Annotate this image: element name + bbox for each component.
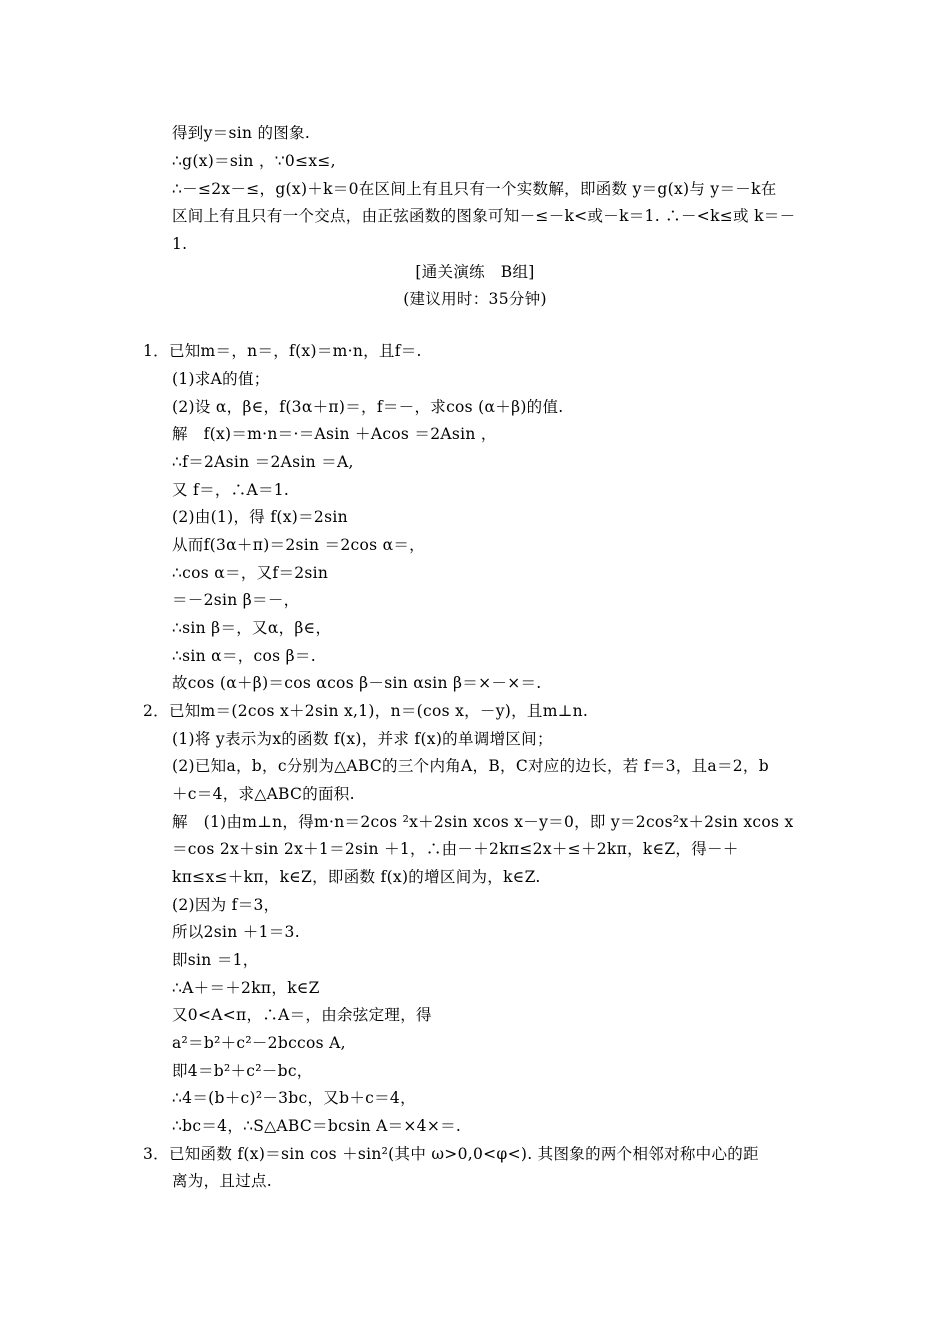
problem-1-line: ∴sin α＝，cos β＝. — [172, 647, 316, 665]
intro-line-3: ∴－≤2x－≤，g(x)＋k＝0在区间上有且只有一个实数解，即函数 y＝g(x)与 y＝－k在 — [172, 180, 777, 198]
problem-2-line: 即sin ＝1， — [172, 951, 259, 969]
problem-2-line: 即4＝b²＋c²－bc， — [172, 1062, 313, 1080]
intro-line-1: 得到y＝sin 的图象. — [172, 124, 311, 142]
problem-1-line: 故cos (α＋β)＝cos αcos β－sin αsin β＝×－×＝. — [172, 674, 542, 692]
problem-2-statement: 2．已知m＝(2cos x＋2sin x,1)，n＝(cos x，－y)，且m⊥n. — [143, 702, 589, 720]
problem-2-line: 所以2sin ＋1＝3. — [172, 923, 300, 941]
problem-1-line: ∴f＝2Asin ＝2Asin ＝A, — [172, 453, 354, 471]
problem-1-line: ∴cos α＝，又f＝2sin — [172, 564, 329, 582]
problem-1-line: 从而f(3α＋π)＝2sin ＝2cos α＝， — [172, 536, 425, 554]
section-heading: [通关演练 B组] — [415, 263, 535, 281]
problem-2-line: ∴A＋＝＋2kπ，k∈Z — [172, 979, 320, 997]
problem-1-solution: 解 f(x)＝m·n＝·＝Asin ＋Acos ＝2Asin ， — [172, 425, 497, 443]
intro-line-4: 区间上有且只有一个交点，由正弦函数的图象可知－≤－k<或－k＝1. ∴－<k≤或 k＝－ — [172, 207, 796, 225]
problem-1-line: 又 f＝，∴A＝1. — [172, 481, 290, 499]
problem-2-line: ＋c＝4，求△ABC的面积. — [172, 785, 355, 803]
problem-1-line: (2)由(1)，得 f(x)＝2sin — [172, 508, 348, 526]
suggested-time: (建议用时：35分钟) — [403, 290, 547, 308]
problem-1-statement: 1．已知m＝，n＝，f(x)＝m·n，且f＝. — [143, 342, 422, 360]
problem-1-line: ＝－2sin β＝－， — [172, 591, 300, 609]
problem-1-line: (2)设 α，β∈，f(3α＋π)＝，f＝－，求cos (α＋β)的值. — [172, 398, 564, 416]
problem-2-line: ＝cos 2x＋sin 2x＋1＝2sin ＋1，∴由－＋2kπ≤2x＋≤＋2kπ，k∈Z，得－＋ — [172, 840, 739, 858]
intro-line-5: 1. — [172, 235, 188, 253]
intro-line-2: ∴g(x)＝sin ，∵0≤x≤, — [172, 152, 336, 170]
problem-1-line: ∴sin β＝，又α，β∈， — [172, 619, 332, 637]
problem-2-line: (1)将 y表示为x的函数 f(x)，并求 f(x)的单调增区间； — [172, 730, 553, 748]
problem-2-line: 又0<A<π，∴A＝，由余弦定理，得 — [172, 1006, 432, 1024]
problem-2-line: ∴bc＝4，∴S△ABC＝bcsin A＝×4×＝. — [172, 1117, 462, 1135]
problem-2-solution: 解 (1)由m⊥n，得m·n＝2cos ²x＋2sin xcos x－y＝0，即 y＝2cos²x＋2sin xcos x — [172, 813, 794, 831]
problem-2-line: ∴4＝(b＋c)²－3bc，又b＋c＝4， — [172, 1089, 416, 1107]
problem-2-line: a²＝b²＋c²－2bccos A, — [172, 1034, 346, 1052]
problem-2-line: (2)已知a，b，c分别为△ABC的三个内角A，B，C对应的边长，若 f＝3，且a＝2，b — [172, 757, 769, 775]
problem-3-statement: 3．已知函数 f(x)＝sin cos ＋sin²(其中 ω>0,0<φ<). 其图象的两个相邻对称中心的距 — [143, 1145, 759, 1163]
problem-2-line: (2)因为 f＝3， — [172, 896, 280, 914]
problem-3-line: 离为，且过点. — [172, 1172, 273, 1190]
problem-1-line: (1)求A的值； — [172, 370, 270, 388]
problem-2-line: kπ≤x≤＋kπ，k∈Z，即函数 f(x)的增区间为，k∈Z. — [172, 868, 541, 886]
